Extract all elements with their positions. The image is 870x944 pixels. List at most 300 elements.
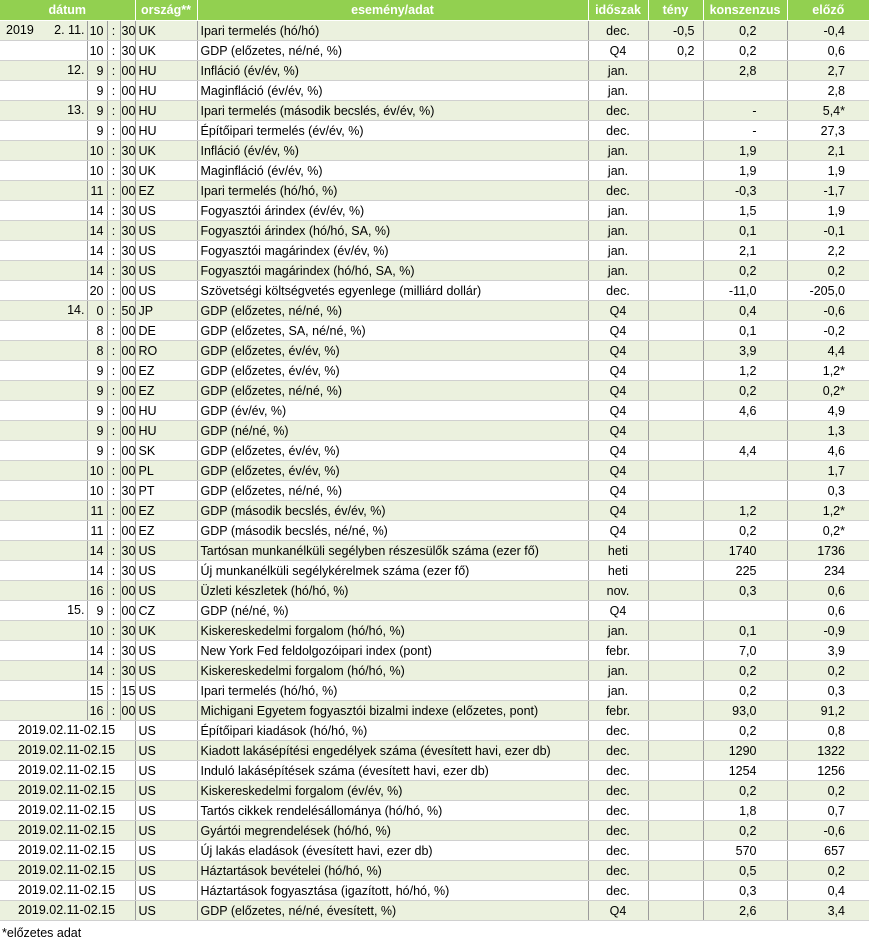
table-row — [0, 21, 869, 41]
period-cell: Q4 — [588, 901, 648, 921]
time-separator: : — [107, 261, 120, 281]
previous-cell: 0,2 — [787, 861, 869, 881]
date-range: 2019.02.11-02.15 — [18, 763, 116, 777]
hour-cell: 8 — [87, 341, 107, 361]
period-cell: Q4 — [588, 481, 648, 501]
country-cell: US — [135, 261, 197, 281]
event-cell: Kiadott lakásépítési engedélyek száma (évesített havi, ezer db) — [197, 741, 588, 761]
date-range: 2019.02.11-02.15 — [18, 843, 116, 857]
table-row — [0, 521, 869, 541]
country-cell: EZ — [135, 501, 197, 521]
country-cell: US — [135, 641, 197, 661]
table-row — [0, 301, 869, 321]
consensus-cell: 1290 — [703, 741, 787, 761]
table-row — [0, 421, 869, 441]
date-cell — [0, 661, 87, 681]
period-cell: jan. — [588, 681, 648, 701]
minute-cell: 30 — [120, 561, 135, 581]
actual-cell — [648, 181, 703, 201]
previous-cell: 27,3 — [787, 121, 869, 141]
event-cell: Kiskereskedelmi forgalom (hó/hó, %) — [197, 621, 588, 641]
country-cell: US — [135, 781, 197, 801]
minute-cell: 30 — [120, 161, 135, 181]
date-cell — [0, 641, 87, 661]
minute-cell: 30 — [120, 41, 135, 61]
day-label: 14. — [67, 303, 85, 317]
time-separator: : — [107, 441, 120, 461]
actual-cell — [648, 541, 703, 561]
header-actual: tény — [648, 0, 703, 21]
hour-cell: 10 — [87, 161, 107, 181]
period-cell: Q4 — [588, 421, 648, 441]
actual-cell — [648, 421, 703, 441]
previous-cell: 0,8 — [787, 721, 869, 741]
consensus-cell: 93,0 — [703, 701, 787, 721]
date-range-cell — [0, 741, 135, 761]
table-row — [0, 181, 869, 201]
previous-cell: 2,8 — [787, 81, 869, 101]
consensus-cell — [703, 461, 787, 481]
year-label: 2019 — [6, 23, 34, 37]
period-cell: dec. — [588, 761, 648, 781]
previous-cell: 0,3 — [787, 681, 869, 701]
previous-cell: 0,4 — [787, 881, 869, 901]
header-country: ország** — [135, 0, 197, 21]
table-row — [0, 901, 869, 921]
hour-cell: 9 — [87, 401, 107, 421]
day-label: 13. — [67, 103, 85, 117]
period-cell: dec. — [588, 881, 648, 901]
consensus-cell — [703, 601, 787, 621]
previous-cell: 0,6 — [787, 581, 869, 601]
table-row — [0, 41, 869, 61]
time-separator: : — [107, 161, 120, 181]
hour-cell: 9 — [87, 441, 107, 461]
actual-cell — [648, 261, 703, 281]
date-cell — [0, 701, 87, 721]
time-separator: : — [107, 361, 120, 381]
previous-cell: 0,2* — [787, 381, 869, 401]
consensus-cell: 225 — [703, 561, 787, 581]
date-range-cell — [0, 821, 135, 841]
actual-cell — [648, 841, 703, 861]
hour-cell: 9 — [87, 61, 107, 81]
consensus-cell: 0,4 — [703, 301, 787, 321]
hour-cell: 10 — [87, 21, 107, 41]
period-cell: jan. — [588, 61, 648, 81]
table-row — [0, 481, 869, 501]
minute-cell: 30 — [120, 621, 135, 641]
time-separator: : — [107, 81, 120, 101]
period-cell: febr. — [588, 641, 648, 661]
date-cell — [0, 221, 87, 241]
period-cell: Q4 — [588, 341, 648, 361]
hour-cell: 10 — [87, 141, 107, 161]
footnote: *előzetes adat — [2, 926, 82, 940]
date-range: 2019.02.11-02.15 — [18, 743, 116, 757]
date-cell — [0, 401, 87, 421]
hour-cell: 15 — [87, 681, 107, 701]
actual-cell — [648, 221, 703, 241]
consensus-cell: -0,3 — [703, 181, 787, 201]
country-cell: US — [135, 841, 197, 861]
table-row — [0, 501, 869, 521]
date-cell — [0, 561, 87, 581]
period-cell: jan. — [588, 81, 648, 101]
country-cell: UK — [135, 21, 197, 41]
minute-cell: 50 — [120, 301, 135, 321]
period-cell: Q4 — [588, 361, 648, 381]
minute-cell: 30 — [120, 201, 135, 221]
time-separator: : — [107, 661, 120, 681]
date-cell — [0, 101, 87, 121]
event-cell: Maginfláció (év/év, %) — [197, 81, 588, 101]
minute-cell: 00 — [120, 421, 135, 441]
event-cell: Kiskereskedelmi forgalom (év/év, %) — [197, 781, 588, 801]
actual-cell — [648, 801, 703, 821]
actual-cell: -0,5 — [648, 21, 703, 41]
day-label: 12. — [67, 63, 85, 77]
consensus-cell: 7,0 — [703, 641, 787, 661]
country-cell: US — [135, 861, 197, 881]
date-cell — [0, 181, 87, 201]
time-separator: : — [107, 301, 120, 321]
hour-cell: 14 — [87, 541, 107, 561]
minute-cell: 00 — [120, 341, 135, 361]
minute-cell: 30 — [120, 541, 135, 561]
period-cell: jan. — [588, 661, 648, 681]
event-cell: Kiskereskedelmi forgalom (hó/hó, %) — [197, 661, 588, 681]
previous-cell: 1,2* — [787, 501, 869, 521]
consensus-cell: 0,2 — [703, 661, 787, 681]
event-cell: Ipari termelés (hó/hó) — [197, 21, 588, 41]
date-cell — [0, 501, 87, 521]
header-event: esemény/adat — [197, 0, 588, 21]
consensus-cell: 1,2 — [703, 501, 787, 521]
date-cell — [0, 321, 87, 341]
consensus-cell — [703, 81, 787, 101]
period-cell: jan. — [588, 201, 648, 221]
period-cell: jan. — [588, 621, 648, 641]
period-cell: jan. — [588, 221, 648, 241]
actual-cell — [648, 741, 703, 761]
actual-cell — [648, 641, 703, 661]
event-cell: GDP (előzetes, né/né, évesített, %) — [197, 901, 588, 921]
time-separator: : — [107, 241, 120, 261]
consensus-cell: 1254 — [703, 761, 787, 781]
hour-cell: 14 — [87, 261, 107, 281]
table-row — [0, 461, 869, 481]
hour-cell: 10 — [87, 461, 107, 481]
period-cell: jan. — [588, 141, 648, 161]
actual-cell — [648, 581, 703, 601]
country-cell: US — [135, 801, 197, 821]
previous-cell: 0,2 — [787, 661, 869, 681]
previous-cell: 4,4 — [787, 341, 869, 361]
consensus-cell: - — [703, 121, 787, 141]
previous-cell: 91,2 — [787, 701, 869, 721]
previous-cell: 0,2* — [787, 521, 869, 541]
previous-cell: 0,6 — [787, 601, 869, 621]
header-period: időszak — [588, 0, 648, 21]
date-cell — [0, 341, 87, 361]
minute-cell: 30 — [120, 481, 135, 501]
previous-cell: -0,2 — [787, 321, 869, 341]
event-cell: Építőipari termelés (év/év, %) — [197, 121, 588, 141]
time-separator: : — [107, 221, 120, 241]
period-cell: dec. — [588, 801, 648, 821]
minute-cell: 00 — [120, 121, 135, 141]
date-range: 2019.02.11-02.15 — [18, 883, 116, 897]
previous-cell: 234 — [787, 561, 869, 581]
table-row — [0, 161, 869, 181]
event-cell: GDP (előzetes, év/év, %) — [197, 461, 588, 481]
minute-cell: 00 — [120, 601, 135, 621]
consensus-cell: 0,2 — [703, 261, 787, 281]
table-row — [0, 581, 869, 601]
consensus-cell — [703, 481, 787, 501]
date-cell — [0, 301, 87, 321]
minute-cell: 00 — [120, 521, 135, 541]
hour-cell: 9 — [87, 361, 107, 381]
event-cell: Ipari termelés (második becslés, év/év, %) — [197, 101, 588, 121]
minute-cell: 30 — [120, 141, 135, 161]
actual-cell — [648, 601, 703, 621]
country-cell: US — [135, 681, 197, 701]
table-row — [0, 721, 869, 741]
actual-cell — [648, 101, 703, 121]
country-cell: US — [135, 741, 197, 761]
consensus-cell: 1740 — [703, 541, 787, 561]
hour-cell: 14 — [87, 561, 107, 581]
previous-cell: 4,6 — [787, 441, 869, 461]
date-range: 2019.02.11-02.15 — [18, 903, 116, 917]
consensus-cell: 0,2 — [703, 681, 787, 701]
event-cell: Induló lakásépítések száma (évesített havi, ezer db) — [197, 761, 588, 781]
consensus-cell: 2,8 — [703, 61, 787, 81]
hour-cell: 14 — [87, 641, 107, 661]
date-cell — [0, 81, 87, 101]
period-cell: dec. — [588, 21, 648, 41]
event-cell: Háztartások fogyasztása (igazított, hó/hó, %) — [197, 881, 588, 901]
period-cell: heti — [588, 561, 648, 581]
country-cell: US — [135, 541, 197, 561]
time-separator: : — [107, 541, 120, 561]
date-range-cell — [0, 761, 135, 781]
table-row — [0, 761, 869, 781]
date-range: 2019.02.11-02.15 — [18, 803, 116, 817]
previous-cell: 2,1 — [787, 141, 869, 161]
date-cell — [0, 521, 87, 541]
time-separator: : — [107, 321, 120, 341]
table-row — [0, 361, 869, 381]
event-cell: GDP (előzetes, né/né, %) — [197, 301, 588, 321]
event-cell: Ipari termelés (hó/hó, %) — [197, 181, 588, 201]
hour-cell: 20 — [87, 281, 107, 301]
actual-cell — [648, 201, 703, 221]
date-cell — [0, 281, 87, 301]
event-cell: Infláció (év/év, %) — [197, 141, 588, 161]
event-cell: GDP (előzetes, év/év, %) — [197, 441, 588, 461]
period-cell: dec. — [588, 181, 648, 201]
hour-cell: 14 — [87, 201, 107, 221]
period-cell: jan. — [588, 161, 648, 181]
hour-cell: 16 — [87, 581, 107, 601]
consensus-cell: 0,2 — [703, 821, 787, 841]
consensus-cell — [703, 421, 787, 441]
date-range-cell — [0, 901, 135, 921]
actual-cell — [648, 881, 703, 901]
consensus-cell: 0,5 — [703, 861, 787, 881]
country-cell: US — [135, 241, 197, 261]
event-cell: Fogyasztói magárindex (év/év, %) — [197, 241, 588, 261]
time-separator: : — [107, 481, 120, 501]
country-cell: JP — [135, 301, 197, 321]
country-cell: UK — [135, 161, 197, 181]
consensus-cell: 0,2 — [703, 21, 787, 41]
time-separator: : — [107, 21, 120, 41]
minute-cell: 30 — [120, 21, 135, 41]
actual-cell — [648, 761, 703, 781]
period-cell: jan. — [588, 241, 648, 261]
hour-cell: 11 — [87, 181, 107, 201]
event-cell: GDP (előzetes, SA, né/né, %) — [197, 321, 588, 341]
actual-cell — [648, 301, 703, 321]
time-separator: : — [107, 381, 120, 401]
period-cell: dec. — [588, 721, 648, 741]
time-separator: : — [107, 681, 120, 701]
country-cell: US — [135, 881, 197, 901]
date-cell — [0, 381, 87, 401]
event-cell: GDP (előzetes, né/né, %) — [197, 481, 588, 501]
consensus-cell: 0,2 — [703, 41, 787, 61]
event-cell: GDP (előzetes, év/év, %) — [197, 341, 588, 361]
previous-cell: 1,2* — [787, 361, 869, 381]
country-cell: HU — [135, 421, 197, 441]
country-cell: US — [135, 661, 197, 681]
actual-cell — [648, 341, 703, 361]
consensus-cell: 0,2 — [703, 781, 787, 801]
actual-cell — [648, 821, 703, 841]
actual-cell — [648, 721, 703, 741]
date-range-cell — [0, 721, 135, 741]
date-cell — [0, 541, 87, 561]
previous-cell: 657 — [787, 841, 869, 861]
minute-cell: 00 — [120, 461, 135, 481]
hour-cell: 9 — [87, 381, 107, 401]
minute-cell: 00 — [120, 81, 135, 101]
period-cell: Q4 — [588, 301, 648, 321]
previous-cell: 3,4 — [787, 901, 869, 921]
actual-cell — [648, 321, 703, 341]
previous-cell: -0,1 — [787, 221, 869, 241]
event-cell: Fogyasztói árindex (hó/hó, SA, %) — [197, 221, 588, 241]
previous-cell: -1,7 — [787, 181, 869, 201]
hour-cell: 9 — [87, 121, 107, 141]
date-cell — [0, 61, 87, 81]
minute-cell: 00 — [120, 361, 135, 381]
date-cell — [0, 41, 87, 61]
hour-cell: 8 — [87, 321, 107, 341]
previous-cell: -0,4 — [787, 21, 869, 41]
day-label: 15. — [67, 603, 85, 617]
period-cell: dec. — [588, 101, 648, 121]
consensus-cell: 0,2 — [703, 721, 787, 741]
country-cell: EZ — [135, 181, 197, 201]
minute-cell: 00 — [120, 441, 135, 461]
previous-cell: 0,6 — [787, 41, 869, 61]
minute-cell: 00 — [120, 61, 135, 81]
country-cell: HU — [135, 401, 197, 421]
date-cell — [0, 261, 87, 281]
table-row — [0, 441, 869, 461]
date-cell — [0, 21, 87, 41]
period-cell: dec. — [588, 741, 648, 761]
actual-cell — [648, 81, 703, 101]
table-row — [0, 841, 869, 861]
country-cell: US — [135, 201, 197, 221]
table-row — [0, 681, 869, 701]
date-cell — [0, 421, 87, 441]
hour-cell: 9 — [87, 101, 107, 121]
time-separator: : — [107, 281, 120, 301]
hour-cell: 9 — [87, 421, 107, 441]
actual-cell — [648, 281, 703, 301]
table-row — [0, 381, 869, 401]
period-cell: jan. — [588, 261, 648, 281]
actual-cell — [648, 161, 703, 181]
time-separator: : — [107, 641, 120, 661]
time-separator: : — [107, 41, 120, 61]
country-cell: CZ — [135, 601, 197, 621]
period-cell: Q4 — [588, 441, 648, 461]
consensus-cell: 1,5 — [703, 201, 787, 221]
header-previous: előző — [787, 0, 869, 21]
previous-cell: 1,3 — [787, 421, 869, 441]
event-cell: Tartós cikkek rendelésállománya (hó/hó, %) — [197, 801, 588, 821]
consensus-cell: 0,2 — [703, 521, 787, 541]
country-cell: PT — [135, 481, 197, 501]
country-cell: US — [135, 701, 197, 721]
event-cell: Tartósan munkanélküli segélyben részesülők száma (ezer fő) — [197, 541, 588, 561]
previous-cell: -0,9 — [787, 621, 869, 641]
time-separator: : — [107, 141, 120, 161]
period-cell: Q4 — [588, 41, 648, 61]
previous-cell: 2,2 — [787, 241, 869, 261]
date-cell — [0, 461, 87, 481]
country-cell: HU — [135, 121, 197, 141]
hour-cell: 9 — [87, 601, 107, 621]
time-separator: : — [107, 461, 120, 481]
country-cell: EZ — [135, 521, 197, 541]
consensus-cell: 570 — [703, 841, 787, 861]
country-cell: US — [135, 221, 197, 241]
country-cell: US — [135, 561, 197, 581]
table-row — [0, 241, 869, 261]
actual-cell — [648, 621, 703, 641]
time-separator: : — [107, 701, 120, 721]
minute-cell: 30 — [120, 241, 135, 261]
table-row — [0, 341, 869, 361]
date-cell — [0, 621, 87, 641]
event-cell: GDP (né/né, %) — [197, 601, 588, 621]
previous-cell: 1,7 — [787, 461, 869, 481]
table-row — [0, 821, 869, 841]
country-cell: DE — [135, 321, 197, 341]
event-cell: Gyártói megrendelések (hó/hó, %) — [197, 821, 588, 841]
table-row — [0, 601, 869, 621]
date-cell — [0, 601, 87, 621]
